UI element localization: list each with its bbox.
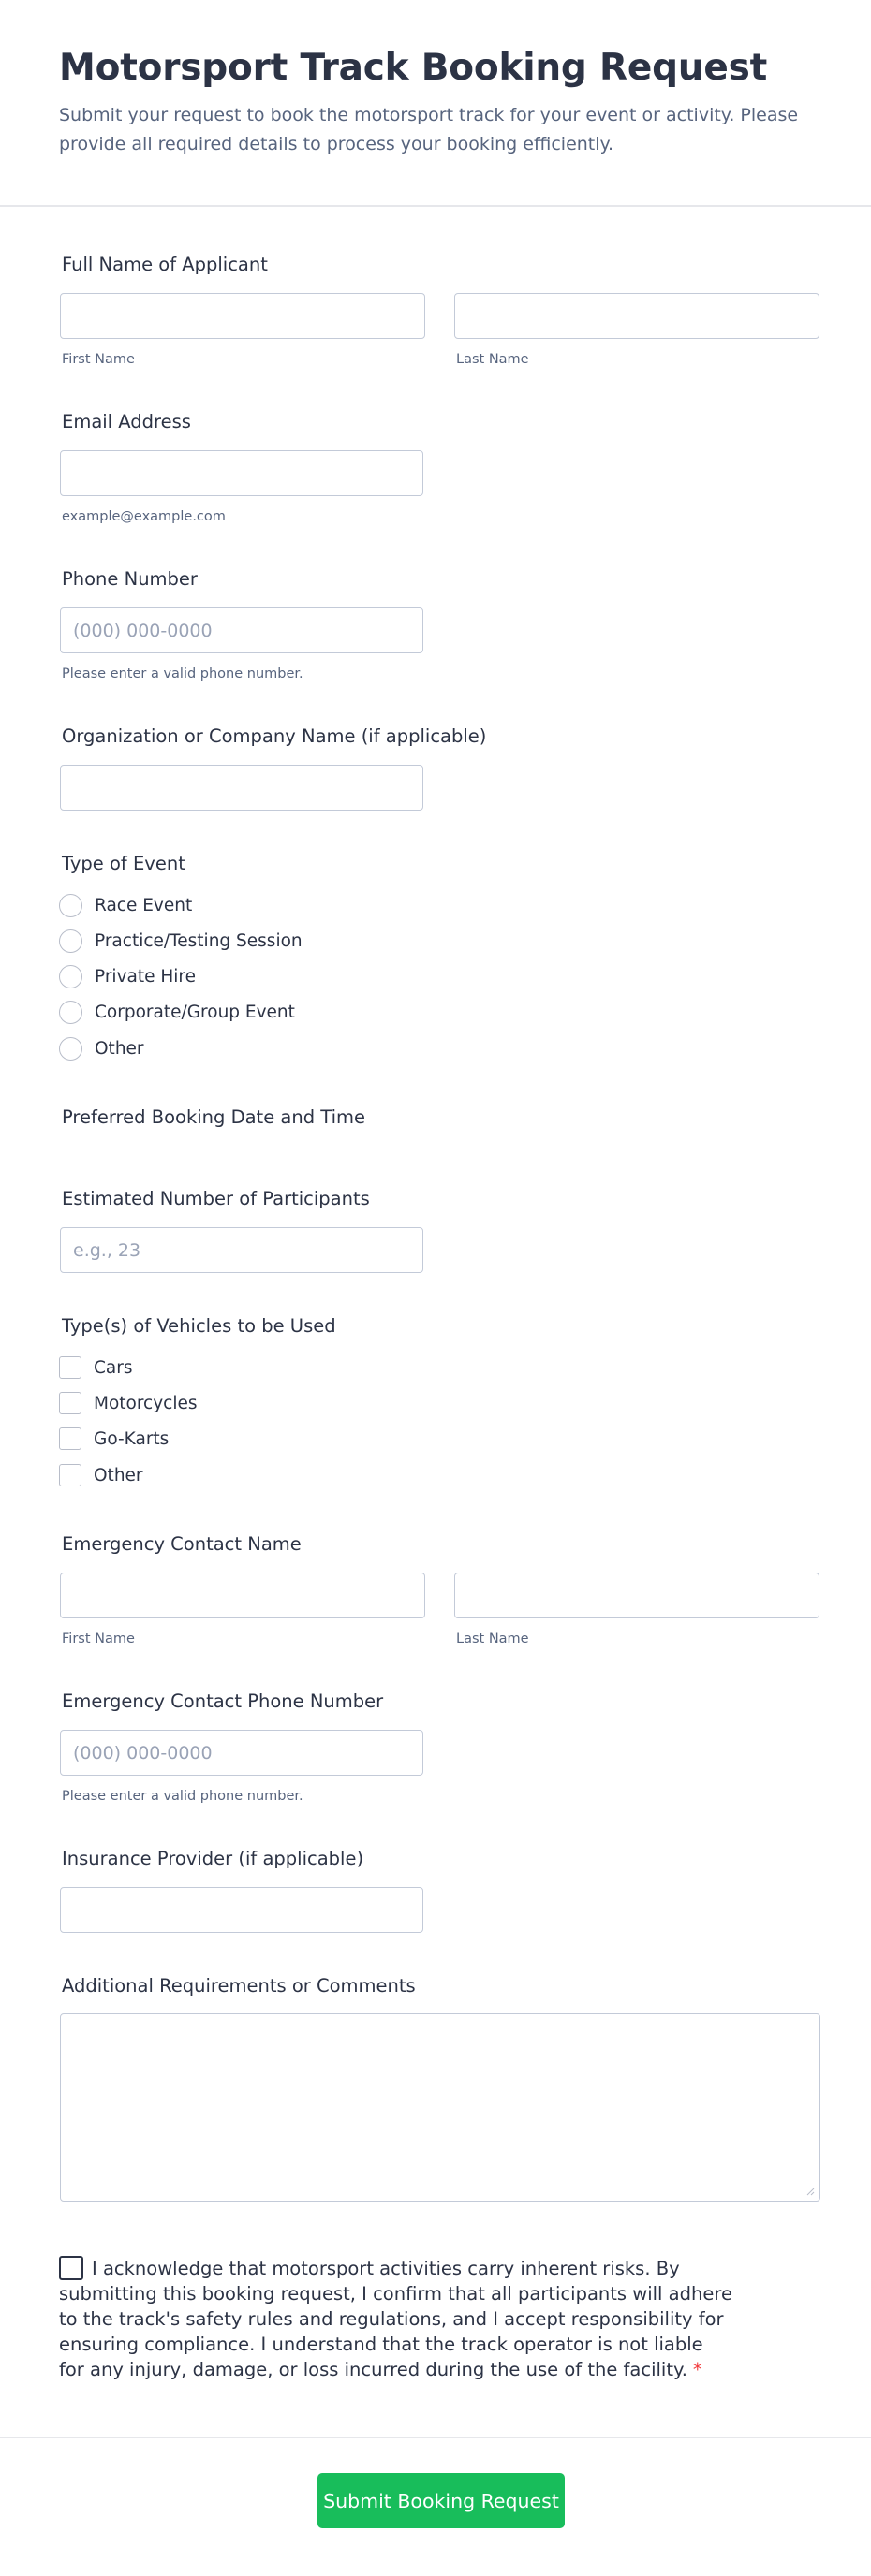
option-label: Corporate/Group Event [95,1002,295,1022]
emergency-first-name-sublabel: First Name [62,1632,135,1647]
option-label: Private Hire [95,966,197,987]
option-label: Other [95,1038,144,1059]
checkbox[interactable] [59,1464,81,1486]
emergency-name-label: Emergency Contact Name [62,1533,302,1555]
footer-divider [0,2437,871,2438]
first-name-sublabel: First Name [62,352,135,367]
event-type-label: Type of Event [62,853,185,874]
vehicles-label: Type(s) of Vehicles to be Used [62,1315,336,1337]
resize-grip-icon[interactable] [805,2187,815,2196]
option-label: Practice/Testing Session [95,930,303,951]
booking-datetime-label: Preferred Booking Date and Time [62,1106,365,1128]
participants-input[interactable] [60,1227,423,1273]
radio-button[interactable] [59,929,82,953]
radio-button[interactable] [59,965,82,988]
emergency-last-name-input[interactable] [454,1573,819,1618]
phone-sublabel: Please enter a valid phone number. [62,666,303,681]
acknowledgement-checkbox[interactable] [59,2256,83,2280]
email-label: Email Address [62,411,191,432]
email-sublabel: example@example.com [62,509,226,524]
phone-label: Phone Number [62,568,198,590]
required-mark: * [692,2359,702,2380]
emergency-phone-sublabel: Please enter a valid phone number. [62,1789,303,1804]
emergency-phone-label: Emergency Contact Phone Number [62,1690,384,1712]
checkbox[interactable] [59,1356,81,1379]
insurance-label: Insurance Provider (if applicable) [62,1848,364,1869]
last-name-sublabel: Last Name [456,352,529,367]
option-label: Race Event [95,895,193,915]
form-header [0,0,871,207]
full-name-label: Full Name of Applicant [62,254,268,275]
submit-button[interactable]: Submit Booking Request [317,2473,565,2528]
page-subtitle: Submit your request to book the motorsport track for your event or activity. Please provide all required details to process your booking efficiently. [59,105,799,154]
insurance-input[interactable] [60,1887,423,1933]
event-option-private-hire[interactable] [59,964,196,988]
emergency-first-name-input[interactable] [60,1573,425,1618]
option-label: Other [94,1465,143,1486]
emergency-last-name-sublabel: Last Name [456,1632,529,1647]
checkbox[interactable] [59,1427,81,1450]
comments-textarea[interactable] [60,2013,820,2202]
last-name-input[interactable] [454,293,819,339]
vehicle-option-motorcycles[interactable] [59,1391,198,1415]
option-label: Go-Karts [94,1428,170,1449]
acknowledgement-text: I acknowledge that motorsport activities carry inherent risks. By submitting this booking request, I confirm that all participants will adhere to the track's safety rules and regulations, and I accept responsibility for ensuring compliance. I understand that the track operator is not liable for any injury, damage, or loss incurred during the use of the facility. [59,2258,732,2380]
radio-button[interactable] [59,1001,82,1024]
first-name-input[interactable] [60,293,425,339]
organization-input[interactable] [60,765,423,811]
emergency-phone-input[interactable] [60,1730,423,1776]
vehicle-option-go-karts[interactable] [59,1427,169,1451]
acknowledgement [59,2256,733,2382]
phone-input[interactable] [60,607,423,653]
event-option-other[interactable] [59,1036,144,1061]
email-input[interactable] [60,450,423,496]
radio-button[interactable] [59,894,82,917]
option-label: Motorcycles [94,1393,198,1413]
option-label: Cars [94,1357,133,1378]
vehicle-option-other[interactable] [59,1463,143,1487]
event-option-corporate[interactable] [59,1000,295,1024]
participants-label: Estimated Number of Participants [62,1188,370,1209]
comments-label: Additional Requirements or Comments [62,1975,416,1997]
radio-button[interactable] [59,1037,82,1061]
vehicle-option-cars[interactable] [59,1355,133,1380]
page-title: Motorsport Track Booking Request [59,47,768,89]
organization-label: Organization or Company Name (if applicable) [62,725,487,747]
checkbox[interactable] [59,1392,81,1414]
event-option-practice[interactable] [59,929,303,953]
event-option-race[interactable] [59,893,192,917]
